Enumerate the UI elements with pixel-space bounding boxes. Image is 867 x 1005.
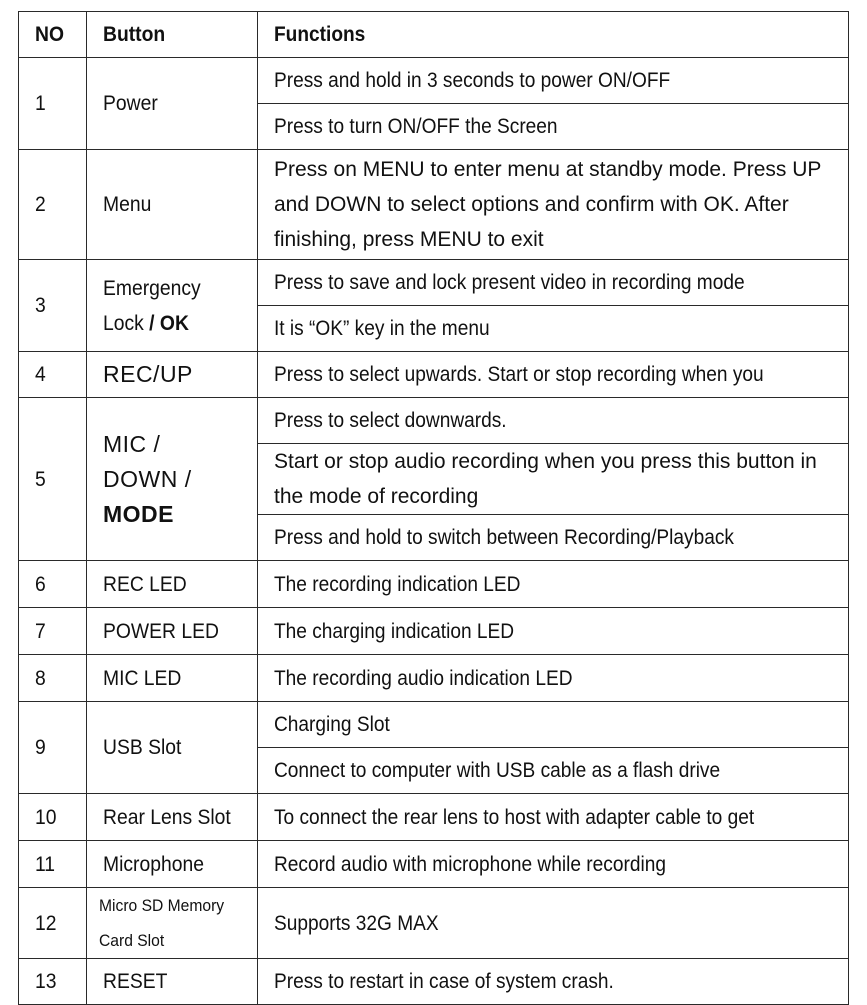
table-row bbox=[19, 352, 849, 398]
button-functions-table bbox=[18, 11, 849, 1005]
function-text: The charging indication LED bbox=[258, 608, 849, 655]
button-name: Micro SD Memory Card Slot bbox=[87, 888, 258, 959]
header-no: NO bbox=[19, 12, 87, 58]
table-row bbox=[19, 959, 849, 1005]
function-text: It is “OK” key in the menu bbox=[258, 306, 849, 352]
table-row bbox=[19, 888, 849, 959]
row-number: 10 bbox=[19, 794, 87, 841]
row-number: 13 bbox=[19, 959, 87, 1005]
row-number: 4 bbox=[19, 352, 87, 398]
row-number: 8 bbox=[19, 655, 87, 702]
table-row bbox=[19, 150, 849, 260]
row-number: 12 bbox=[19, 888, 87, 959]
function-text: Charging Slot bbox=[258, 702, 849, 748]
function-text: The recording indication LED bbox=[258, 561, 849, 608]
button-name: USB Slot bbox=[87, 702, 258, 794]
table-row bbox=[19, 608, 849, 655]
row-number: 1 bbox=[19, 58, 87, 150]
function-text: Press to turn ON/OFF the Screen bbox=[258, 104, 849, 150]
function-text: Press and hold in 3 seconds to power ON/OFF bbox=[258, 58, 849, 104]
button-name: REC LED bbox=[87, 561, 258, 608]
button-name: Microphone bbox=[87, 841, 258, 888]
button-name: Power bbox=[87, 58, 258, 150]
row-number: 11 bbox=[19, 841, 87, 888]
header-button: Button bbox=[87, 12, 258, 58]
table-header-row bbox=[19, 12, 849, 58]
button-name: Menu bbox=[87, 150, 258, 260]
function-text: To connect the rear lens to host with adapter cable to get bbox=[258, 794, 849, 841]
function-text: Press on MENU to enter menu at standby mode. Press UP and DOWN to select options and confirm with OK. After finishing, press MENU to exit bbox=[258, 150, 849, 260]
button-name: MIC / DOWN / MODE bbox=[87, 398, 258, 561]
table-row bbox=[19, 561, 849, 608]
table-row bbox=[19, 655, 849, 702]
table-row bbox=[19, 702, 849, 748]
function-text: The recording audio indication LED bbox=[258, 655, 849, 702]
table-row bbox=[19, 260, 849, 306]
button-name: REC/UP bbox=[87, 352, 258, 398]
table-row bbox=[19, 58, 849, 104]
function-text: Press to select downwards. bbox=[258, 398, 849, 444]
table-row bbox=[19, 398, 849, 444]
function-text: Record audio with microphone while recording bbox=[258, 841, 849, 888]
function-text: Connect to computer with USB cable as a flash drive bbox=[258, 748, 849, 794]
button-name: RESET bbox=[87, 959, 258, 1005]
row-number: 3 bbox=[19, 260, 87, 352]
function-text: Press and hold to switch between Recording/Playback bbox=[258, 515, 849, 561]
function-text: Start or stop audio recording when you press this button in the mode of recording bbox=[258, 444, 849, 515]
row-number: 5 bbox=[19, 398, 87, 561]
row-number: 2 bbox=[19, 150, 87, 260]
button-name: Emergency Lock / OK bbox=[87, 260, 258, 352]
function-text: Supports 32G MAX bbox=[258, 888, 849, 959]
table-row bbox=[19, 841, 849, 888]
button-name: MIC LED bbox=[87, 655, 258, 702]
function-text: Press to select upwards. Start or stop recording when you bbox=[258, 352, 849, 398]
row-number: 9 bbox=[19, 702, 87, 794]
row-number: 6 bbox=[19, 561, 87, 608]
button-name: Rear Lens Slot bbox=[87, 794, 258, 841]
button-name: POWER LED bbox=[87, 608, 258, 655]
function-text: Press to restart in case of system crash. bbox=[258, 959, 849, 1005]
table-row bbox=[19, 794, 849, 841]
row-number: 7 bbox=[19, 608, 87, 655]
function-text: Press to save and lock present video in recording mode bbox=[258, 260, 849, 306]
header-functions: Functions bbox=[258, 12, 849, 58]
